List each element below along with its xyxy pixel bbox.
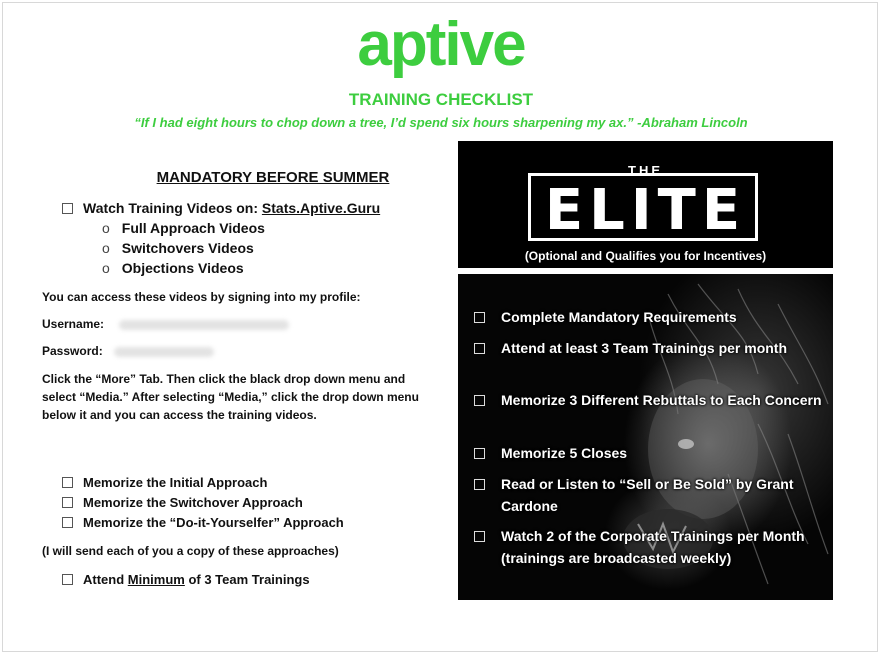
send-note: (I will send each of you a copy of these approaches) xyxy=(42,544,339,558)
attend-item xyxy=(62,571,310,589)
elite-checklist-panel xyxy=(458,274,833,600)
elite-logo-text: ELITE xyxy=(544,178,747,243)
checkbox-icon[interactable] xyxy=(474,448,485,459)
elite-item xyxy=(474,306,824,328)
circle-bullet-icon: o xyxy=(102,240,110,256)
aptive-logo: aptive xyxy=(357,10,525,79)
elite-banner xyxy=(458,141,833,268)
checkbox-icon[interactable] xyxy=(474,479,485,490)
video-label: Objections Videos xyxy=(121,260,244,276)
elite-item xyxy=(474,337,824,359)
checkbox-icon[interactable] xyxy=(62,517,73,528)
video-item xyxy=(102,259,244,277)
checkbox-icon[interactable] xyxy=(474,531,485,542)
memorize-label: Memorize the Switchover Approach xyxy=(83,495,303,510)
memorize-label: Memorize the Initial Approach xyxy=(83,475,268,490)
attend-minimum: Minimum xyxy=(127,572,185,587)
checkbox-icon[interactable] xyxy=(62,497,73,508)
video-label: Switchovers Videos xyxy=(121,240,254,256)
elite-item xyxy=(474,389,824,411)
attend-suffix: of 3 Team Trainings xyxy=(184,572,310,587)
elite-item xyxy=(474,473,824,517)
password-label: Password: xyxy=(42,344,103,358)
elite-item-label: Memorize 3 Different Rebuttals to Each Concern xyxy=(501,392,822,408)
memorize-label: Memorize the “Do-it-Yourselfer” Approach xyxy=(83,515,344,530)
username-row xyxy=(42,315,289,333)
checkbox-icon[interactable] xyxy=(474,312,485,323)
checkbox-icon[interactable] xyxy=(474,343,485,354)
password-row xyxy=(42,342,214,360)
stats-link[interactable]: Stats.Aptive.Guru xyxy=(261,200,381,216)
circle-bullet-icon: o xyxy=(102,220,110,236)
access-text: You can access these videos by signing into my profile: xyxy=(42,290,361,304)
page-title: TRAINING CHECKLIST xyxy=(348,90,534,109)
checkbox-icon[interactable] xyxy=(62,203,73,214)
redacted-password xyxy=(114,347,214,357)
instructions-text: Click the “More” Tab. Then click the black drop down menu and select “Media.” After selecting “Media,” click the drop down menu below it and you can access the training videos. xyxy=(42,372,419,422)
mandatory-heading: MANDATORY BEFORE SUMMER xyxy=(156,169,390,186)
video-item xyxy=(102,239,254,257)
memorize-item xyxy=(62,514,344,532)
checkbox-icon[interactable] xyxy=(62,477,73,488)
elite-item xyxy=(474,525,824,569)
elite-item-label: Memorize 5 Closes xyxy=(501,445,628,461)
elite-item-label: Watch 2 of the Corporate Trainings per Month (trainings are broadcasted weekly) xyxy=(501,528,805,566)
elite-item-label: Complete Mandatory Requirements xyxy=(501,309,737,325)
elite-item xyxy=(474,442,824,464)
memorize-item xyxy=(62,474,267,492)
attend-prefix: Attend xyxy=(83,572,128,587)
username-label: Username: xyxy=(42,317,105,331)
video-item xyxy=(102,219,265,237)
elite-subtitle: (Optional and Qualifies you for Incentives) xyxy=(524,249,767,263)
watch-videos-item xyxy=(62,199,380,217)
elite-item-label: Read or Listen to “Sell or Be Sold” by Grant Cardone xyxy=(501,476,794,514)
video-label: Full Approach Videos xyxy=(121,220,265,236)
lincoln-quote: “If I had eight hours to chop down a tree, I’d spend six hours sharpening my ax.” -Abraham Lincoln xyxy=(134,115,748,130)
memorize-item xyxy=(62,494,303,512)
checkbox-icon[interactable] xyxy=(474,395,485,406)
elite-the-label: THE xyxy=(628,163,663,178)
elite-item-label: Attend at least 3 Team Trainings per month xyxy=(501,340,788,356)
watch-videos-label: Watch Training Videos on: xyxy=(83,200,262,216)
circle-bullet-icon: o xyxy=(102,260,110,276)
redacted-username xyxy=(119,320,289,330)
checkbox-icon[interactable] xyxy=(62,574,73,585)
